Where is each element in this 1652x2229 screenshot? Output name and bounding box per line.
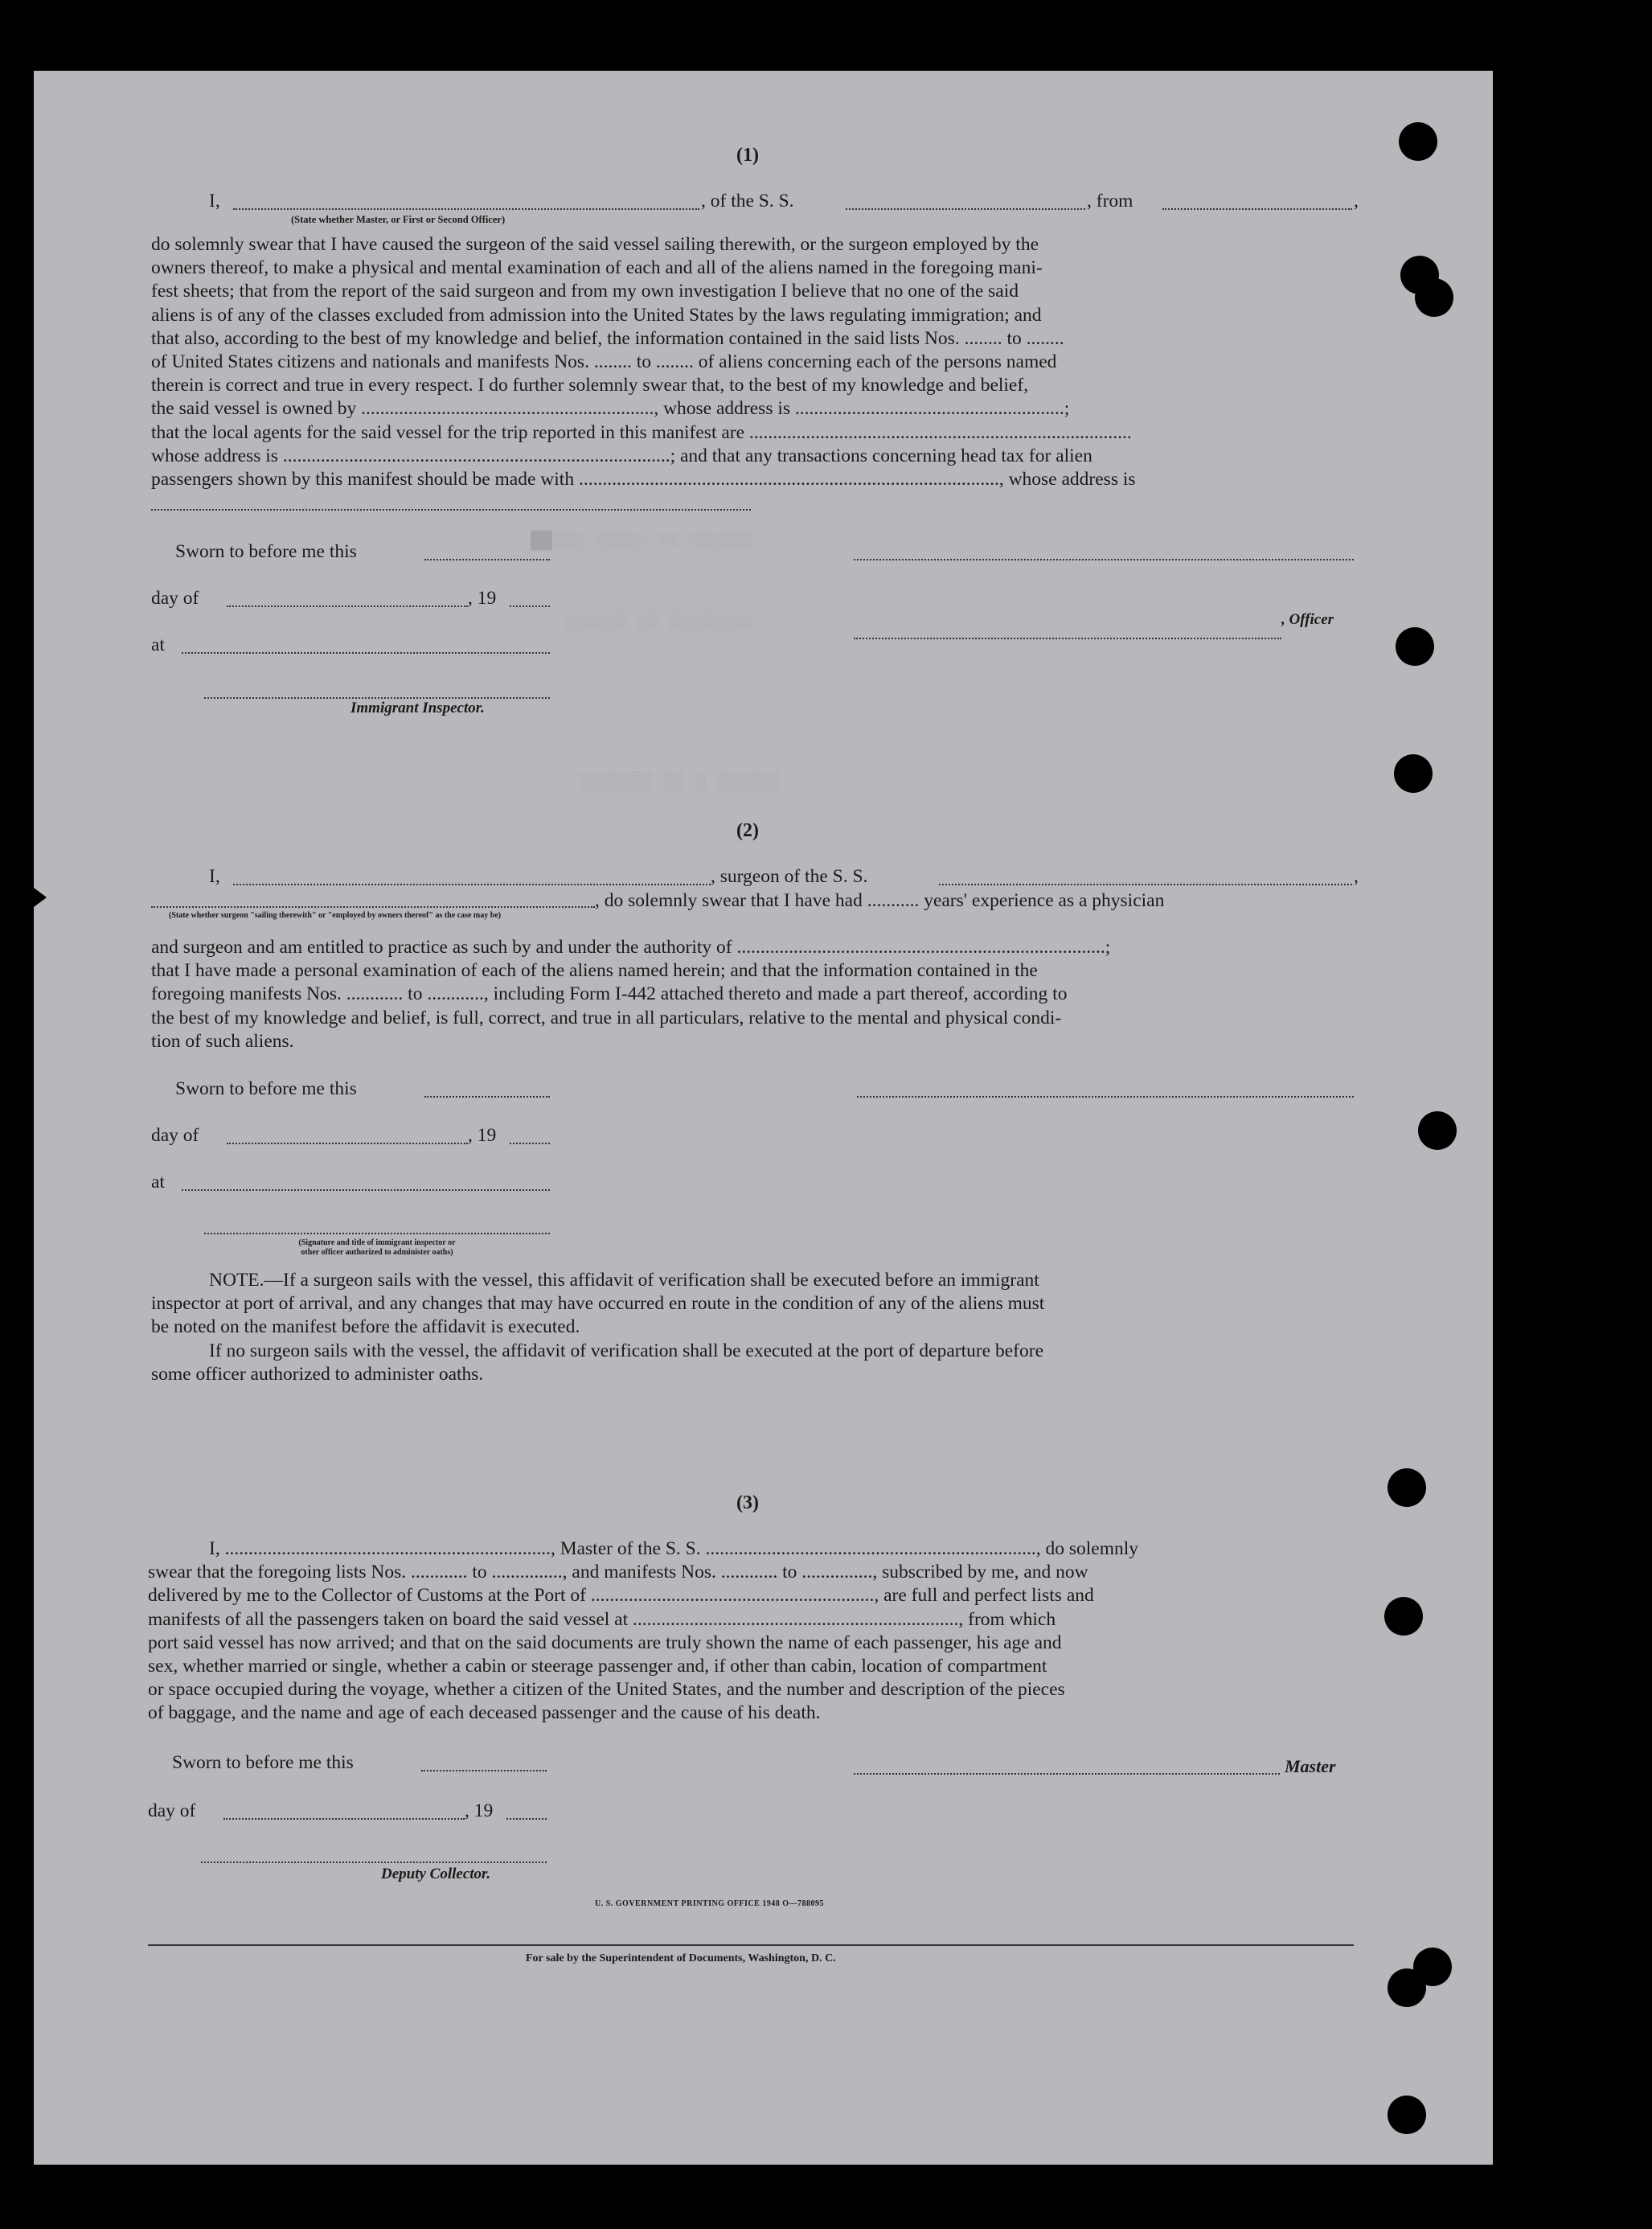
surgeon-status-field[interactable]	[151, 905, 595, 908]
day-of-label-2: day of	[151, 1125, 199, 1146]
at-label-1: at	[151, 634, 165, 655]
bleed-through-text: ██░░░ ░░░░░ ░░ ░░░░░░	[531, 531, 754, 551]
month-field-1[interactable]	[227, 605, 468, 607]
section-1-i: I,	[209, 191, 220, 211]
of-ss-label: , of the S. S.	[701, 191, 794, 211]
inspector-signature-field[interactable]	[204, 696, 550, 699]
punch-hole	[1415, 278, 1453, 317]
sworn-label-2: Sworn to before me this	[175, 1078, 357, 1099]
section-2-note: NOTE.—If a surgeon sails with the vessel, this affidavit of verification shall be executed before an immigrant inspector at port of arrival, and any changes that may have occurred en route in the condition of any of the aliens must be noted on the manifest before the affidavit is executed. If no surgeon sails with the vessel, the affidavit of verification shall be executed at the port of departure before some officer authorized to administer oaths.	[151, 1270, 1045, 1385]
nineteen-label-2: , 19	[468, 1125, 497, 1146]
master-label: Master	[1285, 1756, 1336, 1776]
year-field-3[interactable]	[506, 1817, 547, 1820]
punch-hole	[1396, 627, 1434, 666]
day-of-label-1: day of	[151, 588, 199, 609]
at-label-2: at	[151, 1172, 165, 1192]
collector-signature-field[interactable]	[201, 1861, 547, 1863]
surgeon-name-field[interactable]	[233, 883, 711, 885]
section-1-body: do solemnly swear that I have caused the surgeon of the said vessel sailing therewith, or the surgeon employed by the owners thereof, to make a physical and mental examination of each and all of the aliens named in the foregoing mani- fest sheets; that from the report of the said surgeon and from my own investigation I believe that no one of the said aliens is of any of the classes excluded from admission into the United States by the laws regulating immigration; and that also, according to the best of my knowledge and belief, the information contained in the said lists Nos. ........ to ........ of United States citizens and nationals and manifests Nos. ........ to ........ of aliens concerning each of the persons named therein is correct and true in every respect. I do further solemnly swear that, to the best of my knowledge and belief, the said vessel is owned by .............................................................., whose address is .........................................................; that the local agents for the said vessel for the trip reported in this manifest are ................................................................................. whose address is ..................................................................................; and that any transactions concerning head tax for alien passengers shown by this manifest should be made with ........................................................................................., whose address is	[151, 234, 1136, 491]
officer-name-field[interactable]	[233, 207, 699, 210]
vessel-name-field[interactable]	[846, 207, 1085, 210]
month-field-3[interactable]	[223, 1817, 465, 1820]
bleed-through-text: ░░░░░░░ ░░ ░ ░░░░░░	[579, 772, 781, 792]
month-field-2[interactable]	[227, 1142, 468, 1144]
sworn-day-field-1[interactable]	[424, 558, 550, 560]
collector-label: Deputy Collector.	[381, 1866, 491, 1882]
day-of-label-3: day of	[148, 1800, 196, 1821]
section-3-body: I, ....................................................................., Master of the S. S. ......................................................................, do solemnly swear that the foregoing lists Nos. ............ to ..............., and manifests Nos. ............ to ..............., subscribed by me, and now delivered by me to the Collector of Customs at the Port of ............................................................, are full and perfect lists and manifests of all the passengers taken on board the said vessel at ....................................................................., from which port said vessel has now arrived; and that on the said documents are truly shown the name of each passenger, his age and sex, whether married or single, whether a cabin or steerage passenger and, if other than cabin, location of compartment or space occupied during the voyage, whether a citizen of the United States, and the number and description of the pieces of baggage, and the name and age of each deceased passenger and the cause of his death.	[148, 1538, 1139, 1724]
for-sale-note: For sale by the Superintendent of Documents, Washington, D. C.	[526, 1952, 836, 1964]
at-place-field-2[interactable]	[182, 1188, 550, 1191]
sworn-label-3: Sworn to before me this	[172, 1752, 354, 1773]
officer-signature-field[interactable]	[854, 558, 1354, 560]
punch-hole	[1388, 1468, 1426, 1507]
nineteen-label-3: , 19	[465, 1800, 494, 1821]
surgeon-signature-field[interactable]	[857, 1095, 1354, 1098]
punch-hole	[1384, 1597, 1423, 1636]
left-edge-notch	[34, 888, 47, 907]
signature-note: (Signature and title of immigrant inspector or other officer authorized to administer oaths)	[298, 1238, 456, 1257]
sworn-day-field-3[interactable]	[421, 1769, 547, 1771]
section-2-i: I,	[209, 866, 220, 887]
bleed-through-text: ░░░░░░ ░░ ░░░░░░░░	[563, 611, 754, 631]
surgeon-of-ss-label: , surgeon of the S. S.	[711, 866, 868, 887]
officer-note: (State whether Master, or First or Second Officer)	[291, 214, 506, 225]
surgeon-oath-line: , do solemnly swear that I have had ........... years' experience as a physician	[595, 890, 1165, 911]
gpo-imprint: U. S. GOVERNMENT PRINTING OFFICE 1948 O—788095	[595, 1899, 825, 1908]
punch-hole	[1388, 2096, 1426, 2134]
officer-label: , Officer	[1281, 611, 1334, 628]
at-place-field-1[interactable]	[182, 651, 550, 654]
footer-rule	[148, 1944, 1354, 1946]
section-3-number: (3)	[736, 1492, 759, 1513]
punch-hole	[1388, 1968, 1426, 2007]
punch-hole	[1399, 122, 1437, 161]
master-signature-field[interactable]	[854, 1772, 1280, 1775]
year-field-1[interactable]	[510, 605, 550, 607]
from-label: , from	[1087, 191, 1133, 211]
section-2-body: and surgeon and am entitled to practice as such by and under the authority of ..............................................................................; that I have made a personal examination of each of the aliens named herein; and that the information contained in the foregoing manifests Nos. ............ to ............, including Form I-442 attached thereto and made a part thereof, according to the best of my knowledge and belief, is full, correct, and true in all particulars, relative to the mental and physical condi- tion of such aliens.	[151, 937, 1111, 1052]
section-2-number: (2)	[736, 820, 759, 841]
punch-hole	[1394, 754, 1433, 793]
sworn-label-1: Sworn to before me this	[175, 541, 357, 562]
officer-title-field[interactable]	[854, 637, 1281, 639]
surgeon-vessel-field[interactable]	[939, 883, 1352, 885]
surgeon-note: (State whether surgeon "sailing therewith" or "employed by owners thereof" as the case may be)	[169, 911, 502, 920]
from-port-field[interactable]	[1162, 207, 1352, 210]
inspector-label: Immigrant Inspector.	[350, 700, 485, 716]
sworn-day-field-2[interactable]	[424, 1095, 550, 1098]
punch-hole	[1418, 1111, 1457, 1150]
year-field-2[interactable]	[510, 1142, 550, 1144]
signature-title-field[interactable]	[204, 1232, 550, 1234]
section-1-number: (1)	[736, 145, 759, 166]
agent-address-field[interactable]	[151, 508, 751, 511]
nineteen-label-1: , 19	[468, 588, 497, 609]
